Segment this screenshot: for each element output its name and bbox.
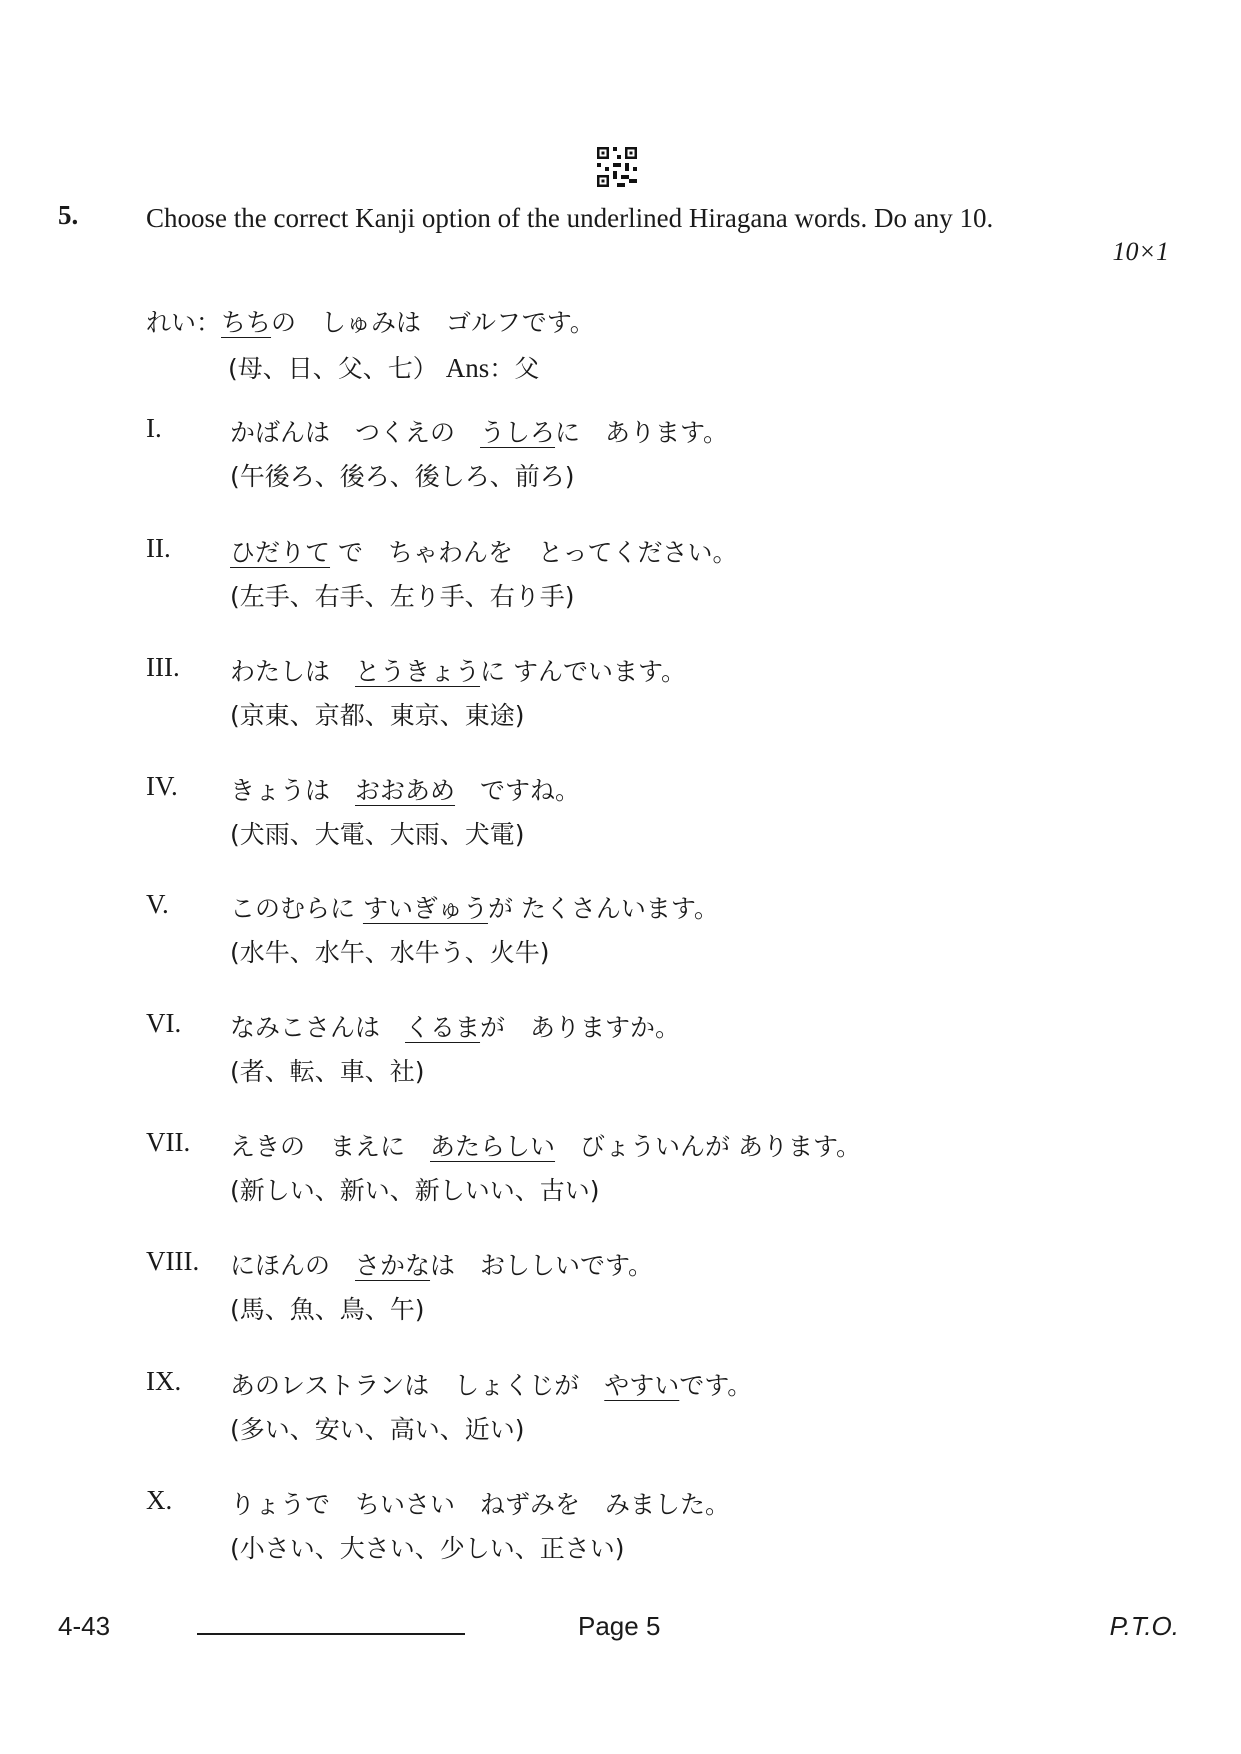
item-underlined-word: やすい: [604, 1371, 680, 1400]
item-options: (犬雨、大電、大雨、犬電): [230, 820, 525, 849]
item-options: (左手、右手、左り手、右り手): [230, 582, 575, 611]
question-number: 5.: [58, 200, 79, 230]
item-pre: あのレストランは しょくじが: [230, 1371, 605, 1400]
item-number: III.: [146, 652, 180, 682]
item-post: に すんでいます。: [480, 657, 686, 686]
item-pre: にほんの: [230, 1251, 356, 1280]
item-options: (多い、安い、高い、近い): [230, 1415, 525, 1444]
item-sentence: [230, 652, 686, 688]
item-pre: なみこさんは: [230, 1013, 406, 1042]
example-answer-value: 父: [514, 354, 540, 383]
footer-divider: [197, 1633, 465, 1635]
item-options: (小さい、大さい、少しい、正さい): [230, 1534, 625, 1563]
item-underlined-word: さかな: [355, 1251, 431, 1280]
item-post: です。: [679, 1371, 753, 1400]
item-number: I.: [146, 413, 162, 443]
page-number: Page 5: [578, 1611, 661, 1641]
item-pre: きょうは: [230, 776, 356, 805]
item-sentence: [230, 771, 580, 807]
example-answer-label: Ans: [445, 353, 490, 383]
item-sentence: [230, 533, 737, 569]
example-underlined-word: ちち: [221, 308, 272, 337]
please-turn-over: P.T.O.: [1109, 1611, 1179, 1641]
item-sentence: [230, 1366, 752, 1402]
item-underlined-word: ひだりて: [230, 538, 331, 567]
example-answer-sep: ：: [489, 354, 515, 383]
item-post: で ちゃわんを とってください。: [330, 538, 738, 567]
item-options: (者、転、車、社): [230, 1057, 425, 1086]
item-pre: わたしは: [230, 657, 356, 686]
example-options-text: (母、日、父、七）: [228, 354, 438, 383]
item-number: IX.: [146, 1366, 182, 1396]
question-text: Choose the correct Kanji option of the underlined Hiragana words. Do any 10.: [146, 203, 994, 233]
item-options: (水牛、水午、水牛う、火牛): [230, 938, 550, 967]
item-post: が たくさんいます。: [487, 894, 719, 923]
item-post: に あります。: [555, 418, 729, 447]
item-underlined-word: とうきょう: [355, 657, 481, 686]
item-options: (馬、魚、鳥、午): [230, 1295, 425, 1324]
item-underlined-word: あたらしい: [430, 1132, 556, 1161]
example-options: [228, 349, 539, 385]
item-options: (新しい、新い、新しいい、古い): [230, 1176, 600, 1205]
example-sentence: [146, 303, 595, 339]
item-post: ですね。: [455, 776, 581, 805]
example-rest: の しゅみは ゴルフです。: [271, 308, 595, 337]
item-number: X.: [146, 1485, 173, 1515]
qr-code-icon: [597, 147, 637, 187]
item-number: VIII.: [146, 1246, 200, 1276]
item-post: びょういんが あります。: [555, 1132, 861, 1161]
item-sentence: [230, 1008, 680, 1044]
item-sentence: [230, 1485, 730, 1521]
item-sentence: [230, 1127, 861, 1163]
item-sentence: [230, 1246, 653, 1282]
item-underlined-word: くるま: [405, 1013, 481, 1042]
item-number: IV.: [146, 771, 178, 801]
item-underlined-word: うしろ: [480, 418, 556, 447]
paper-code: 4-43: [58, 1611, 111, 1641]
example-prefix: れい：: [146, 308, 222, 337]
item-number: VI.: [146, 1008, 182, 1038]
item-post: が ありますか。: [480, 1013, 681, 1042]
item-number: VII.: [146, 1127, 191, 1157]
item-sentence: [230, 889, 719, 925]
question-marks: 10×1: [1112, 237, 1169, 266]
item-pre: えきの まえに: [230, 1132, 431, 1161]
item-sentence: [230, 413, 728, 449]
item-underlined-word: すいぎゅう: [362, 894, 488, 923]
item-pre: かばんは つくえの: [230, 418, 481, 447]
item-pre: りょうで ちいさい ねずみを みました。: [230, 1490, 731, 1519]
item-underlined-word: おおあめ: [355, 776, 456, 805]
item-options: (午後ろ、後ろ、後しろ、前ろ): [230, 462, 575, 491]
item-post: は おししいです。: [430, 1251, 654, 1280]
item-number: II.: [146, 533, 171, 563]
item-pre: このむらに: [230, 894, 363, 923]
item-number: V.: [146, 889, 169, 919]
item-options: (京東、京都、東京、東途): [230, 701, 525, 730]
